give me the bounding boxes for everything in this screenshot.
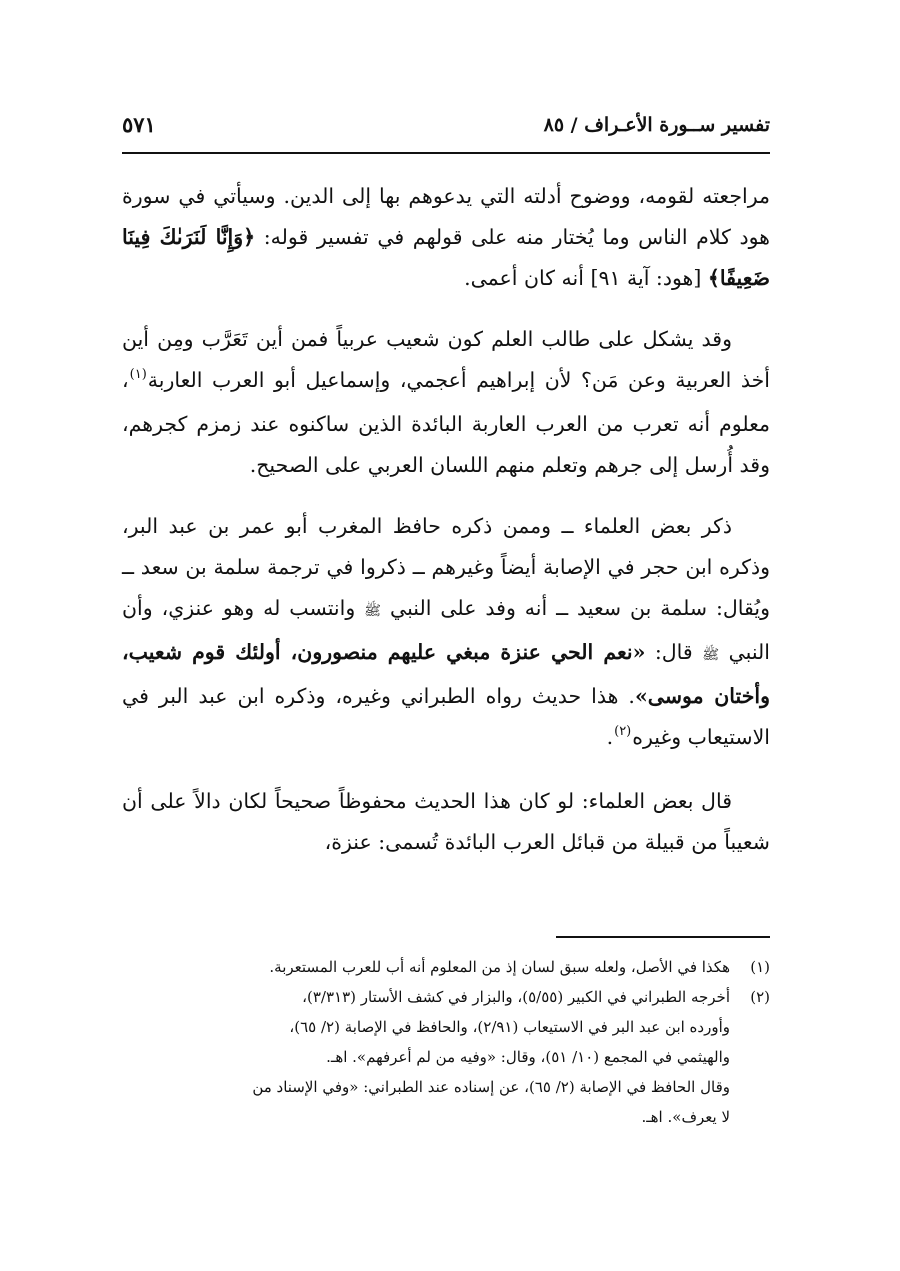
paragraph-3	[122, 506, 770, 761]
paragraph-3-text-end: .	[606, 725, 614, 749]
footnote-ref-2[interactable]: (٢)	[614, 724, 632, 739]
paragraph-3-text-2: وانتسب له وهو عنزي، وأن النبي	[122, 596, 771, 664]
footnote-line: هكذا في الأصل، ولعله سبق لسان إذ من المعلوم أنه أب للعرب المستعربة.	[269, 958, 730, 976]
paragraph-1-text-end: [هود: آية ٩١] أنه كان أعمى.	[464, 266, 708, 290]
paragraph-1-text: مراجعته لقومه، ووضوح أدلته التي يدعوهم بها إلى الدين. وسيأتي في سورة هود كلام الناس وما يُختار منه على قولهم في تفسير قوله:	[122, 184, 770, 249]
footnote-text	[122, 982, 730, 1072]
paragraph-3-text: ذكر بعض العلماء ــ وممن ذكره حافظ المغرب أبو عمر بن عبد البر، وذكره ابن حجر في الإصابة أيضاً وغيرهم ــ ذكروا في ترجمة سلمة بن سعد ــ ويُقال: سلمة بن سعيد ــ أنه وفد على النبي	[122, 514, 770, 620]
footnote-1	[122, 952, 770, 982]
running-header	[122, 110, 770, 154]
footnote-divider	[556, 936, 770, 938]
footnote-ref-1[interactable]: (١)	[129, 367, 147, 382]
footnote-number: (٢)	[750, 988, 770, 1006]
page-number: ٥٧١	[122, 112, 156, 137]
paragraph-2-text-end: ، معلوم أنه تعرب من العرب العاربة البائدة الذين ساكنوه عند زمزم كجرهم، وقد أُرسل إلى جرهم وتعلم منهم اللسان العربي على الصحيح.	[122, 368, 770, 477]
paragraph-1	[122, 176, 770, 299]
paragraph-2	[122, 319, 770, 486]
paragraph-3-text-4: . هذا حديث رواه الطبراني وغيره، وذكره ابن عبد البر في الاستيعاب وغيره	[122, 684, 770, 749]
footnote-line: لا يعرف». اهـ.	[641, 1108, 730, 1126]
footnote-line: وأورده ابن عبد البر في الاستيعاب (٢/٩١)، والحافظ في الإصابة (٢/ ٦٥)،	[289, 1018, 730, 1036]
hadith-quote: «نعم الحي عنزة مبغي عليهم منصورون، أولئك قوم شعيب، وأختان موسى»	[122, 640, 770, 708]
salawat-symbol: ﷺ	[702, 647, 720, 663]
footnote-text	[122, 952, 730, 982]
running-title: تفسير ســورة الأعـراف / ٨٥	[543, 114, 770, 136]
quran-verse: ﴿وَإِنَّا لَنَرَىٰكَ فِينَا ضَعِيفًا﴾	[122, 225, 770, 290]
footnote-2	[122, 982, 770, 1072]
paragraph-4	[122, 781, 770, 863]
footnotes	[122, 952, 770, 1132]
footnote-line: وقال الحافظ في الإصابة (٢/ ٦٥)، عن إسناده عند الطبراني: «وفي الإسناد من	[252, 1078, 730, 1096]
footnote-line: أخرجه الطبراني في الكبير (٥/٥٥)، والبزار في كشف الأستار (٣/٣١٣)،	[302, 988, 730, 1006]
main-text	[122, 176, 770, 883]
paragraph-3-text-3: قال:	[645, 640, 703, 664]
paragraph-4-text: قال بعض العلماء: لو كان هذا الحديث محفوظاً صحيحاً لكان دالاً على أن شعيباً من قبيلة من قبائل العرب البائدة تُسمى: عنزة،	[122, 789, 770, 854]
footnote-line: والهيثمي في المجمع (١٠/ ٥١)، وقال: «وفيه من لم أعرفهم». اهـ.	[326, 1048, 730, 1066]
footnote-2-continuation	[122, 1072, 770, 1132]
paragraph-2-text: وقد يشكل على طالب العلم كون شعيب عربياً فمن أين تَعَرَّب ومِن أين أخذ العربية وعن مَن؟ لأن إبراهيم أعجمي، وإسماعيل أبو العرب العاربة	[122, 327, 770, 392]
salawat-symbol: ﷺ	[364, 603, 382, 619]
footnote-number: (١)	[750, 958, 770, 976]
